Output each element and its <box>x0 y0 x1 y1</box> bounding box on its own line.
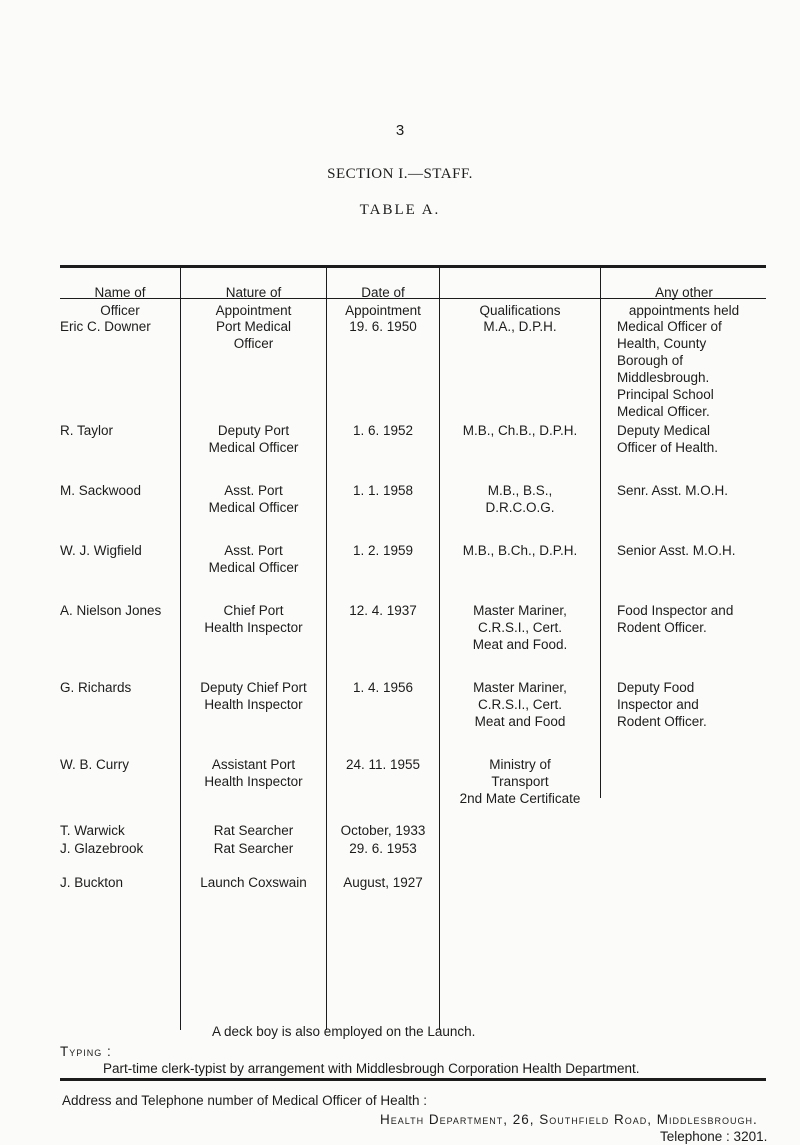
table-cell-nature <box>181 602 326 636</box>
cell-line: Rodent Officer. <box>617 620 707 635</box>
table-cell-date <box>327 602 439 619</box>
table-cell-nature <box>181 318 326 352</box>
table-top-rule <box>60 265 766 268</box>
cell-line: August, 1927 <box>343 875 423 890</box>
cell-line: C.R.S.I., Cert. <box>477 620 562 635</box>
cell-line: Borough of <box>617 353 684 368</box>
cell-line: G. Richards <box>60 680 132 695</box>
cell-line: W. J. Wigfield <box>60 543 142 558</box>
cell-line: Health Inspector <box>204 620 303 635</box>
telephone: Telephone : 3201. <box>660 1129 768 1144</box>
table-cell-date <box>327 542 439 559</box>
cell-line: Ministry of <box>489 757 551 772</box>
table-cell-nature <box>181 756 326 790</box>
cell-line: 19. 6. 1950 <box>349 319 417 334</box>
typing-label: Typing : <box>60 1044 112 1059</box>
cell-line: R. Taylor <box>60 423 114 438</box>
cell-line: M.B., Ch.B., D.P.H. <box>462 423 578 438</box>
table-cell-date <box>327 318 439 335</box>
header-nature-line: Appointment <box>215 303 292 318</box>
column-divider <box>180 265 181 1030</box>
table-cell-name <box>60 874 180 891</box>
header-date-line: Appointment <box>345 303 421 318</box>
cell-line: Middlesbrough. <box>617 370 710 385</box>
cell-line: Medical Officer <box>208 500 299 515</box>
section-title: SECTION I.—STAFF. <box>327 166 473 182</box>
table-cell-date <box>327 822 439 839</box>
cell-line: Health Inspector <box>204 697 303 712</box>
table-cell-other <box>601 542 783 559</box>
cell-line: Eric C. Downer <box>60 319 151 334</box>
header-nature-line: Nature of <box>225 285 282 300</box>
cell-line: W. B. Curry <box>60 757 130 772</box>
table-title: TABLE A. <box>359 202 441 218</box>
cell-line: Assistant Port <box>211 757 296 772</box>
cell-line: Launch Coxswain <box>200 875 307 890</box>
cell-line: Asst. Port <box>224 543 283 558</box>
cell-line: J. Glazebrook <box>60 841 144 856</box>
cell-line: T. Warwick <box>60 823 125 838</box>
cell-line: 1. 1. 1958 <box>352 483 414 498</box>
table-cell-name <box>60 679 180 696</box>
table-cell-date <box>327 840 439 857</box>
table-cell-nature <box>181 422 326 456</box>
table-cell-date <box>327 756 439 773</box>
cell-line: 29. 6. 1953 <box>349 841 417 856</box>
cell-line: Health Inspector <box>204 774 303 789</box>
cell-line: Port Medical <box>215 319 292 334</box>
cell-line: J. Buckton <box>60 875 124 890</box>
address: Health Department, 26, Southfield Road, Middlesbrough. <box>380 1112 758 1127</box>
header-date <box>327 284 439 320</box>
header-qualifications-line: Qualifications <box>479 303 561 318</box>
cell-line: Deputy Port <box>217 423 290 438</box>
cell-line: Medical Officer of <box>617 319 722 334</box>
header-name-line: Officer <box>100 303 140 318</box>
header-date-line: Date of <box>361 285 405 300</box>
column-divider <box>326 265 327 1030</box>
cell-line: Asst. Port <box>224 483 283 498</box>
table-cell-date <box>327 422 439 439</box>
table-cell-name <box>60 542 180 559</box>
table-cell-qual <box>440 318 600 335</box>
table-cell-qual <box>440 422 600 439</box>
typing-note: Part-time clerk-typist by arrangement with Middlesbrough Corporation Health Department. <box>103 1061 640 1076</box>
cell-line: Rodent Officer. <box>617 714 707 729</box>
deck-boy-note: A deck boy is also employed on the Launch. <box>212 1024 476 1039</box>
table-cell-name <box>60 318 180 335</box>
cell-line: Rat Searcher <box>213 841 294 856</box>
table-cell-other <box>601 602 783 636</box>
cell-line: Deputy Medical <box>617 423 711 438</box>
cell-line: Meat and Food. <box>472 637 568 652</box>
cell-line: Principal School <box>617 387 714 402</box>
cell-line: October, 1933 <box>340 823 426 838</box>
table-cell-nature <box>181 542 326 576</box>
table-cell-nature <box>181 482 326 516</box>
cell-line: 1. 2. 1959 <box>352 543 414 558</box>
table-cell-date <box>327 679 439 696</box>
header-nature <box>181 284 326 320</box>
cell-line: Senior Asst. M.O.H. <box>617 543 736 558</box>
table-cell-qual <box>440 482 600 516</box>
table-cell-nature <box>181 679 326 713</box>
cell-line: Deputy Chief Port <box>200 680 307 695</box>
table-cell-other <box>601 679 783 730</box>
cell-line: Rat Searcher <box>213 823 294 838</box>
table-cell-other <box>601 318 783 420</box>
table-cell-nature <box>181 822 326 839</box>
cell-line: M.B., B.Ch., D.P.H. <box>462 543 578 558</box>
header-name <box>60 284 180 320</box>
table-cell-other <box>601 482 783 499</box>
cell-line: M.B., B.S., <box>487 483 553 498</box>
cell-line: 2nd Mate Certificate <box>459 791 581 806</box>
table-cell-qual <box>440 602 600 653</box>
cell-line: Senr. Asst. M.O.H. <box>617 483 729 498</box>
table-cell-name <box>60 822 180 839</box>
cell-line: Inspector and <box>617 697 699 712</box>
cell-line: D.R.C.O.G. <box>485 500 555 515</box>
address-label: Address and Telephone number of Medical Officer of Health : <box>62 1093 427 1108</box>
table-cell-qual <box>440 542 600 559</box>
cell-line: Health, County <box>617 336 707 351</box>
table-cell-name <box>60 756 180 773</box>
cell-line: 24. 11. 1955 <box>345 757 421 772</box>
cell-line: Meat and Food <box>474 714 566 729</box>
table-cell-qual <box>440 679 600 730</box>
table-cell-name <box>60 422 180 439</box>
table-cell-date <box>327 482 439 499</box>
table-cell-name <box>60 840 180 857</box>
cell-line: Transport <box>491 774 549 789</box>
table-cell-qual <box>440 756 600 807</box>
cell-line: 1. 6. 1952 <box>352 423 414 438</box>
header-name-line: Name of <box>94 285 146 300</box>
table-cell-name <box>60 602 180 619</box>
cell-line: Food Inspector and <box>617 603 734 618</box>
cell-line: Master Mariner, <box>473 603 567 618</box>
table-cell-other <box>601 422 783 456</box>
cell-line: 1. 4. 1956 <box>352 680 414 695</box>
cell-line: Deputy Food <box>617 680 695 695</box>
table-cell-name <box>60 482 180 499</box>
cell-line: M.A., D.P.H. <box>483 319 557 334</box>
header-other <box>601 284 767 320</box>
table-cell-nature <box>181 874 326 891</box>
table-cell-date <box>327 874 439 891</box>
cell-line: Chief Port <box>223 603 284 618</box>
page-number: 3 <box>395 122 405 139</box>
cell-line: A. Nielson Jones <box>60 603 162 618</box>
table-bottom-rule <box>60 1078 766 1081</box>
cell-line: Medical Officer <box>208 560 299 575</box>
header-other-line: Any other <box>655 285 713 300</box>
cell-line: C.R.S.I., Cert. <box>477 697 562 712</box>
cell-line: Medical Officer <box>208 440 299 455</box>
cell-line: 12. 4. 1937 <box>349 603 417 618</box>
header-other-line: appointments held <box>628 303 740 318</box>
cell-line: Master Mariner, <box>473 680 567 695</box>
cell-line: Officer of Health. <box>617 440 719 455</box>
cell-line: Medical Officer. <box>617 404 710 419</box>
table-cell-nature <box>181 840 326 857</box>
cell-line: Officer <box>233 336 274 351</box>
cell-line: M. Sackwood <box>60 483 142 498</box>
